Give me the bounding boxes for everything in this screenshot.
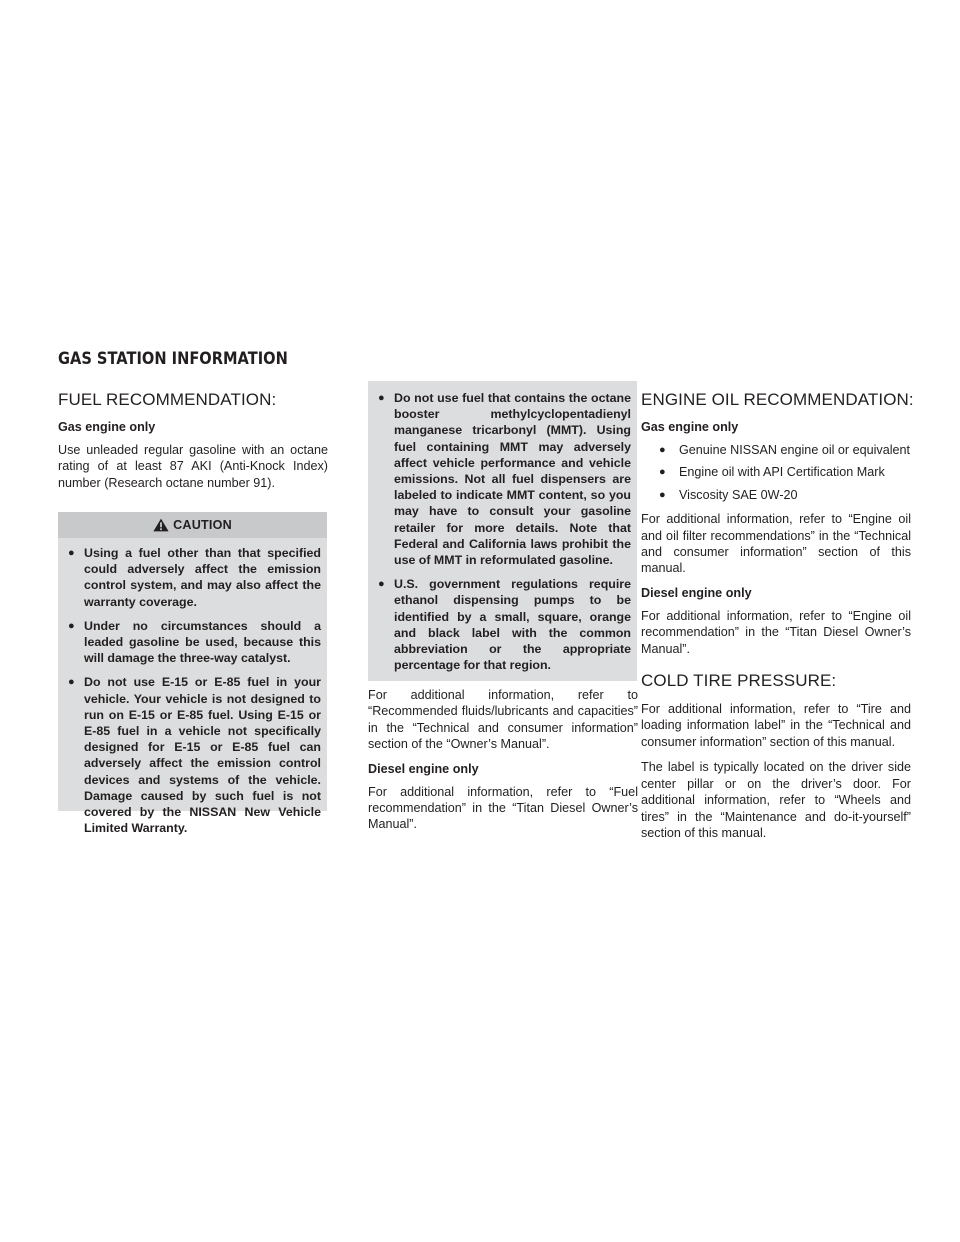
caution-item: ● U.S. government regulations require ethanol dispensing pumps to be identified by a small, square, orange and black label with the common abbreviation or the appropriate percentage for that region.: [374, 576, 631, 673]
warning-icon: [153, 518, 169, 532]
caution-header: [58, 512, 327, 538]
caution-item: ● Do not use E-15 or E-85 fuel in your vehicle. Your vehicle is not designed to run on E-15 or E-85 fuel. Using E-15 or E-85 fuel in a vehicle not specifically designed for E-15 or E-85 fuel can adversely affect the emission control devices and systems of the vehicle. Damage caused by such fuel is not covered by the NISSAN New Vehicle Limited Warranty.: [64, 674, 321, 836]
oil-list: [641, 442, 911, 503]
fuel-diesel-subheading: Diesel engine only: [368, 761, 479, 776]
fuel-diesel-text: For additional information, refer to “Fuel recommendation” in the “Titan Diesel Owner’s Manual”.: [368, 784, 638, 832]
oil-list-item: ● Genuine NISSAN engine oil or equivalent: [641, 442, 911, 458]
fuel-gas-text: Use unleaded regular gasoline with an octane rating of at least 87 AKI (Anti-Knock Index) number (Research octane number 91).: [58, 443, 328, 490]
oil-diesel-text: For additional information, refer to “Engine oil recommendation” in the “Titan Diesel Owner’s Manual”.: [641, 608, 911, 656]
caution-item: ● Do not use fuel that contains the octane booster methylcyclopentadienyl manganese tricarbonyl (MMT). Using fuel containing MMT may adversely affect vehicle performance and vehicle emissions. Not all fuel dispensers are labeled to indicate MMT content, so you may have to consult your gasoline retailer for more details. Note that Federal and California laws prohibit the use of MMT in reformulated gasoline.: [374, 390, 631, 568]
oil-diesel-subheading: Diesel engine only: [641, 585, 752, 600]
oil-list-item: ● Engine oil with API Certification Mark: [641, 464, 911, 480]
caution-item: ● Using a fuel other than that specified could adversely affect the emission control system, and may also affect the warranty coverage.: [64, 545, 321, 610]
caution-list-continued: [374, 390, 631, 673]
fuel-gas-subheading: Gas engine only: [58, 420, 156, 434]
caution-box: [58, 512, 327, 836]
fuel-heading: FUEL RECOMMENDATION:: [58, 390, 277, 409]
oil-tire-column: [641, 390, 914, 850]
caution-label: CAUTION: [173, 518, 232, 532]
oil-list-item: ● Viscosity SAE 0W-20: [641, 487, 911, 503]
oil-heading: ENGINE OIL RECOMMENDATION:: [641, 390, 914, 409]
tire-heading: COLD TIRE PRESSURE:: [641, 671, 837, 691]
caution-list: [64, 545, 321, 836]
caution-item: ● Under no circumstances should a leaded gasoline be used, because this will damage the three-way catalyst.: [64, 618, 321, 667]
fuel-column: [58, 390, 328, 500]
fuel-more-info: For additional information, refer to “Recommended fluids/lubricants and capacities” in the “Technical and consumer information” section of the “Owner’s Manual”.: [368, 688, 638, 752]
oil-gas-subheading: Gas engine only: [641, 420, 739, 434]
section-title: GAS STATION INFORMATION: [58, 349, 288, 369]
oil-more-info: For additional information, refer to “Engine oil and oil filter recommendations” in the “Technical and consumer information” section of this manual.: [641, 512, 911, 576]
tire-text-2: The label is typically located on the driver side center pillar or on the driver’s door. For additional information, refer to “Wheels and tires” in the “Maintenance and do-it-yourself” section of this manual.: [641, 760, 911, 840]
caution-box-continued: [368, 381, 637, 681]
fuel-more-info-block: [368, 687, 638, 842]
tire-text-1: For additional information, refer to “Tire and loading information label” in the “Technical and consumer information” section of this manual.: [641, 702, 911, 749]
